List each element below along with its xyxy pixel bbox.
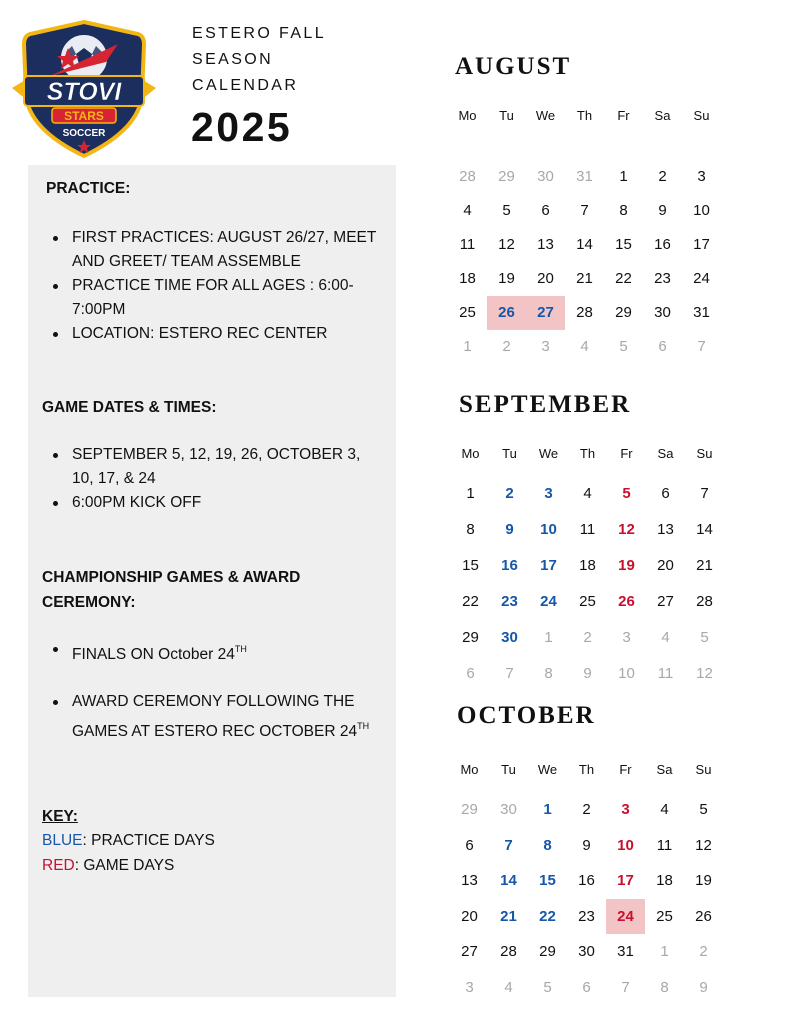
calendar-spacer (448, 126, 721, 144)
calendar-day[interactable]: 6 (661, 485, 670, 502)
list-item (52, 637, 386, 667)
calendar-october (450, 760, 723, 1006)
weekday-header: Sa (656, 762, 673, 777)
calendar-day[interactable]: 20 (537, 270, 554, 287)
calendar-day[interactable]: 4 (661, 629, 670, 646)
calendar-day[interactable]: 17 (540, 557, 557, 574)
calendar-day[interactable]: 8 (466, 521, 475, 538)
month-title-october: OCTOBER (457, 702, 596, 729)
calendar-day[interactable]: 2 (583, 629, 592, 646)
logo-soccer-text: SOCCER (62, 128, 106, 139)
weekday-header: Th (578, 762, 595, 777)
calendar-day[interactable]: 23 (501, 593, 518, 610)
weekday-header: Su (695, 762, 712, 777)
key-title: KEY: (42, 808, 78, 825)
weekday-header: Th (576, 108, 593, 123)
calendar-day[interactable]: 22 (539, 907, 556, 925)
calendar-day[interactable]: 7 (505, 665, 514, 682)
calendar-day[interactable]: 1 (543, 801, 552, 818)
calendar-day[interactable]: 10 (617, 836, 634, 854)
weekday-header: We (538, 446, 559, 461)
calendar-day[interactable]: 30 (578, 943, 595, 961)
weekday-header: Tu (501, 762, 516, 777)
month-title-september: SEPTEMBER (459, 391, 632, 418)
calendar-day[interactable]: 13 (537, 236, 554, 253)
calendar-day[interactable]: 24 (693, 270, 710, 287)
calendar-day[interactable]: 14 (500, 872, 517, 890)
calendar-day[interactable]: 2 (658, 168, 667, 185)
calendar-day[interactable]: 30 (654, 304, 671, 321)
calendar-day[interactable]: 3 (465, 978, 474, 996)
calendar-day[interactable]: 22 (462, 593, 479, 610)
game-dates-list (52, 443, 386, 515)
finals-suffix: TH (234, 644, 247, 654)
weekday-header: Su (696, 446, 713, 461)
calendar-day[interactable]: 26 (695, 907, 712, 925)
calendar-day[interactable]: 2 (582, 801, 591, 818)
calendar-september (451, 444, 724, 692)
championship-heading-line1: CHAMPIONSHIP GAMES & AWARD (42, 569, 301, 586)
calendar-day[interactable]: 29 (462, 629, 479, 646)
list-item: 6:00PM KICK OFF (52, 491, 386, 515)
finals-prefix: FINALS ON (72, 646, 159, 663)
calendar-day[interactable]: 5 (502, 202, 511, 219)
calendar-day[interactable]: 7 (504, 836, 513, 854)
championship-heading (42, 565, 300, 615)
calendar-day[interactable]: 26 (487, 296, 526, 330)
calendar-spacer (450, 780, 723, 792)
calendar-day[interactable]: 4 (580, 338, 589, 355)
weekday-header: Sa (654, 108, 671, 123)
calendar-day[interactable]: 9 (582, 836, 591, 854)
key-blue-desc: : PRACTICE DAYS (82, 832, 215, 849)
calendar-day[interactable]: 11 (656, 836, 673, 854)
calendar-day[interactable]: 9 (699, 978, 708, 996)
title-line-2: SEASON (192, 51, 274, 68)
weekday-header: Fr (617, 108, 630, 123)
weekday-header: We (535, 108, 556, 123)
championship-heading-line2: CEREMONY: (42, 594, 136, 611)
key-red-line (42, 857, 174, 875)
weekday-header: Tu (502, 446, 517, 461)
calendar-day[interactable]: 5 (543, 978, 552, 996)
calendar-day[interactable]: 2 (699, 943, 708, 961)
calendar-day[interactable]: 3 (541, 338, 550, 355)
calendar-day[interactable]: 29 (461, 801, 478, 818)
calendar-day[interactable]: 27 (657, 593, 674, 610)
calendar-day[interactable]: 12 (696, 665, 713, 682)
calendar-day[interactable]: 14 (576, 236, 593, 253)
title-line-1: ESTERO FALL (192, 25, 326, 42)
calendar-august (448, 106, 721, 364)
calendar-day[interactable]: 8 (544, 665, 553, 682)
calendar-day[interactable]: 7 (621, 978, 630, 996)
calendar-day[interactable]: 10 (540, 521, 557, 538)
calendar-day[interactable]: 18 (579, 557, 596, 574)
calendar-day[interactable]: 29 (615, 304, 632, 321)
calendar-day[interactable]: 28 (500, 943, 517, 961)
calendar-day[interactable]: 10 (618, 665, 635, 682)
calendar-day[interactable]: 27 (526, 296, 565, 330)
calendar-day[interactable]: 23 (654, 270, 671, 287)
calendar-day[interactable]: 11 (579, 521, 596, 538)
weekday-header: Th (579, 446, 596, 461)
calendar-day[interactable]: 25 (656, 907, 673, 925)
calendar-day[interactable]: 7 (700, 485, 709, 502)
list-item: LOCATION: ESTERO REC CENTER (52, 322, 386, 346)
calendar-day[interactable]: 9 (583, 665, 592, 682)
weekday-header: Sa (657, 446, 674, 461)
calendar-day[interactable]: 12 (498, 236, 515, 253)
calendar-day[interactable]: 16 (578, 872, 595, 890)
calendar-day[interactable]: 25 (459, 304, 476, 321)
calendar-day[interactable]: 4 (463, 202, 472, 219)
key-red-word: RED (42, 857, 75, 874)
calendar-day[interactable]: 21 (576, 270, 593, 287)
key-blue-line (42, 832, 215, 850)
stovi-stars-soccer-logo (10, 18, 158, 160)
weekday-header: Fr (620, 446, 633, 461)
calendar-day[interactable]: 6 (466, 665, 475, 682)
calendar-day[interactable]: 4 (660, 801, 669, 818)
calendar-day[interactable]: 1 (660, 943, 669, 961)
calendar-day[interactable]: 15 (462, 557, 479, 574)
list-item: SEPTEMBER 5, 12, 19, 26, OCTOBER 3, 10, 17, & 24 (52, 443, 386, 491)
calendar-day[interactable]: 22 (615, 270, 632, 287)
calendar-day[interactable]: 24 (540, 593, 557, 610)
calendar-day[interactable]: 13 (461, 872, 478, 890)
calendar-day[interactable]: 8 (619, 202, 628, 219)
calendar-day[interactable]: 31 (617, 943, 634, 961)
weekday-header: Su (693, 108, 710, 123)
calendar-day[interactable]: 17 (617, 872, 634, 890)
calendar-day[interactable]: 21 (696, 557, 713, 574)
calendar-day[interactable]: 8 (543, 836, 552, 854)
season-year: 2025 (191, 104, 293, 150)
calendar-day[interactable]: 20 (461, 907, 478, 925)
calendar-day[interactable]: 13 (657, 521, 674, 538)
championship-list (52, 637, 386, 744)
calendar-day[interactable]: 4 (504, 978, 513, 996)
calendar-day[interactable]: 19 (498, 270, 515, 287)
calendar-day[interactable]: 1 (463, 338, 472, 355)
logo-brand-text: STOVI (46, 78, 122, 106)
calendar-day[interactable]: 6 (658, 338, 667, 355)
calendar-day[interactable]: 18 (459, 270, 476, 287)
calendar-day[interactable]: 30 (501, 629, 518, 646)
practice-list (52, 226, 386, 346)
calendar-day[interactable]: 12 (695, 836, 712, 854)
calendar-day[interactable]: 5 (622, 485, 631, 502)
calendar-day[interactable]: 28 (696, 593, 713, 610)
calendar-day[interactable]: 16 (654, 236, 671, 253)
calendar-day[interactable]: 6 (541, 202, 550, 219)
weekday-header: Fr (619, 762, 632, 777)
award-text: AWARD CEREMONY FOLLOWING THE GAMES AT ESTERO REC OCTOBER 24 (72, 693, 358, 740)
calendar-day[interactable]: 19 (618, 557, 635, 574)
calendar-day[interactable]: 15 (615, 236, 632, 253)
calendar-day[interactable]: 9 (658, 202, 667, 219)
calendar-day[interactable]: 7 (580, 202, 589, 219)
calendar-day[interactable]: 20 (657, 557, 674, 574)
calendar-day[interactable]: 2 (505, 485, 514, 502)
calendar-day[interactable]: 15 (539, 872, 556, 890)
practice-heading: PRACTICE: (46, 180, 131, 197)
calendar-day[interactable]: 28 (459, 168, 476, 185)
calendar-day[interactable]: 17 (693, 236, 710, 253)
calendar-day[interactable]: 5 (619, 338, 628, 355)
game-dates-heading: GAME DATES & TIMES: (42, 399, 217, 416)
calendar-day[interactable]: 16 (501, 557, 518, 574)
finals-date: October 24 (158, 646, 235, 663)
calendar-day[interactable]: 3 (621, 801, 630, 818)
calendar-day[interactable]: 1 (466, 485, 475, 502)
calendar-day[interactable]: 7 (697, 338, 706, 355)
weekday-header: Mo (460, 762, 479, 777)
calendar-day[interactable]: 3 (622, 629, 631, 646)
calendar-day[interactable]: 2 (502, 338, 511, 355)
list-item: FIRST PRACTICES: AUGUST 26/27, MEET AND GREET/ TEAM ASSEMBLE (52, 226, 386, 274)
logo-stars-text: STARS (64, 109, 104, 123)
calendar-day[interactable]: 1 (544, 629, 553, 646)
weekday-header: Tu (499, 108, 514, 123)
calendar-day[interactable]: 1 (619, 168, 628, 185)
month-title-august: AUGUST (455, 53, 572, 80)
calendar-day[interactable]: 30 (537, 168, 554, 185)
calendar-day[interactable]: 14 (696, 521, 713, 538)
calendar-day[interactable]: 18 (656, 872, 673, 890)
calendar-day[interactable]: 12 (618, 521, 635, 538)
calendar-day[interactable]: 11 (459, 236, 476, 253)
calendar-day[interactable]: 5 (700, 629, 709, 646)
calendar-day[interactable]: 5 (699, 801, 708, 818)
calendar-day[interactable]: 10 (693, 202, 710, 219)
weekday-header: Mo (458, 108, 477, 123)
calendar-day[interactable]: 25 (579, 593, 596, 610)
key-red-desc: : GAME DAYS (74, 857, 175, 874)
calendar-day[interactable]: 11 (657, 665, 674, 682)
calendar-day[interactable]: 3 (544, 485, 553, 502)
calendar-day[interactable]: 4 (583, 485, 592, 502)
calendar-day[interactable]: 31 (576, 168, 593, 185)
calendar-day[interactable]: 31 (693, 304, 710, 321)
list-item (52, 690, 386, 744)
calendar-day[interactable]: 27 (461, 943, 478, 961)
calendar-day[interactable]: 24 (606, 899, 645, 935)
calendar-day[interactable]: 29 (498, 168, 515, 185)
title-line-3: CALENDAR (192, 77, 299, 94)
list-item: PRACTICE TIME FOR ALL AGES : 6:00-7:00PM (52, 274, 386, 322)
calendar-day[interactable]: 9 (505, 521, 514, 538)
calendar-day[interactable]: 26 (618, 593, 635, 610)
calendar-day[interactable]: 23 (578, 907, 595, 925)
calendar-day[interactable]: 29 (539, 943, 556, 961)
calendar-day[interactable]: 21 (500, 907, 517, 925)
calendar-day[interactable]: 19 (695, 872, 712, 890)
calendar-spacer (451, 464, 724, 476)
calendar-day[interactable]: 8 (660, 978, 669, 996)
key-blue-word: BLUE (42, 832, 83, 849)
calendar-day[interactable]: 3 (697, 168, 706, 185)
calendar-day[interactable]: 6 (582, 978, 591, 996)
weekday-header: We (537, 762, 558, 777)
award-suffix: TH (357, 721, 370, 731)
calendar-day[interactable]: 30 (500, 801, 517, 818)
weekday-header: Mo (461, 446, 480, 461)
calendar-day[interactable]: 6 (465, 836, 474, 854)
calendar-day[interactable]: 28 (576, 304, 593, 321)
